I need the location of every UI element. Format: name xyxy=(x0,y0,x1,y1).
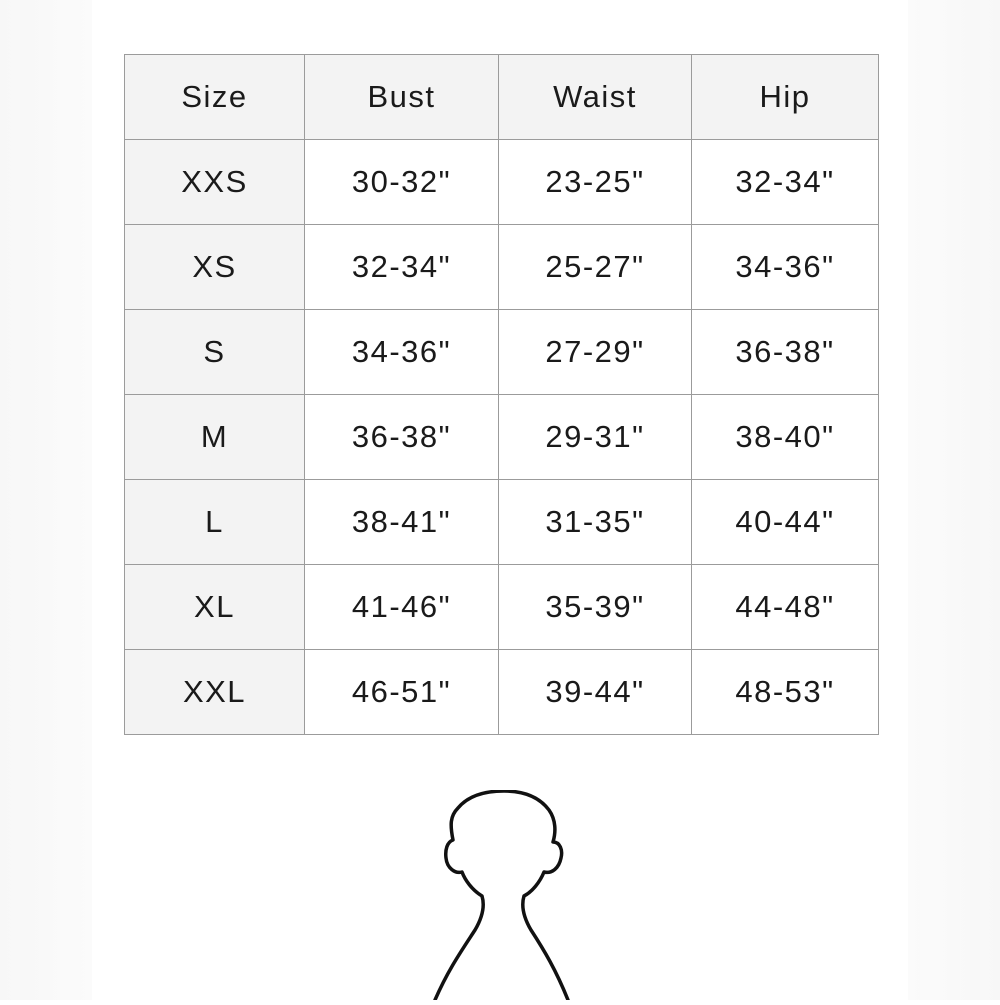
size-label: XS xyxy=(125,225,305,310)
bust-value: 32-34" xyxy=(305,225,499,310)
bust-value: 46-51" xyxy=(305,650,499,735)
table-row xyxy=(125,650,879,735)
waist-value: 27-29" xyxy=(499,310,692,395)
table-row xyxy=(125,225,879,310)
right-margin xyxy=(908,0,1000,1000)
waist-value: 35-39" xyxy=(499,565,692,650)
header-bust: Bust xyxy=(305,55,499,140)
hip-value: 48-53" xyxy=(692,650,879,735)
size-label: M xyxy=(125,395,305,480)
table-row xyxy=(125,310,879,395)
header-waist: Waist xyxy=(499,55,692,140)
hip-value: 38-40" xyxy=(692,395,879,480)
waist-value: 23-25" xyxy=(499,140,692,225)
bust-value: 30-32" xyxy=(305,140,499,225)
size-chart-table xyxy=(124,54,879,735)
waist-value: 25-27" xyxy=(499,225,692,310)
bust-value: 38-41" xyxy=(305,480,499,565)
body-silhouette-icon xyxy=(300,790,700,1000)
size-label: S xyxy=(125,310,305,395)
left-margin xyxy=(0,0,92,1000)
table-row xyxy=(125,140,879,225)
waist-value: 31-35" xyxy=(499,480,692,565)
table-row xyxy=(125,565,879,650)
table-row xyxy=(125,395,879,480)
size-label: XL xyxy=(125,565,305,650)
waist-value: 39-44" xyxy=(499,650,692,735)
hip-value: 32-34" xyxy=(692,140,879,225)
header-hip: Hip xyxy=(692,55,879,140)
bust-value: 34-36" xyxy=(305,310,499,395)
hip-value: 34-36" xyxy=(692,225,879,310)
size-label: XXS xyxy=(125,140,305,225)
size-label: XXL xyxy=(125,650,305,735)
hip-value: 36-38" xyxy=(692,310,879,395)
waist-value: 29-31" xyxy=(499,395,692,480)
bust-value: 41-46" xyxy=(305,565,499,650)
size-label: L xyxy=(125,480,305,565)
bust-value: 36-38" xyxy=(305,395,499,480)
header-size: Size xyxy=(125,55,305,140)
hip-value: 40-44" xyxy=(692,480,879,565)
table-row xyxy=(125,480,879,565)
hip-value: 44-48" xyxy=(692,565,879,650)
header-row xyxy=(125,55,879,140)
